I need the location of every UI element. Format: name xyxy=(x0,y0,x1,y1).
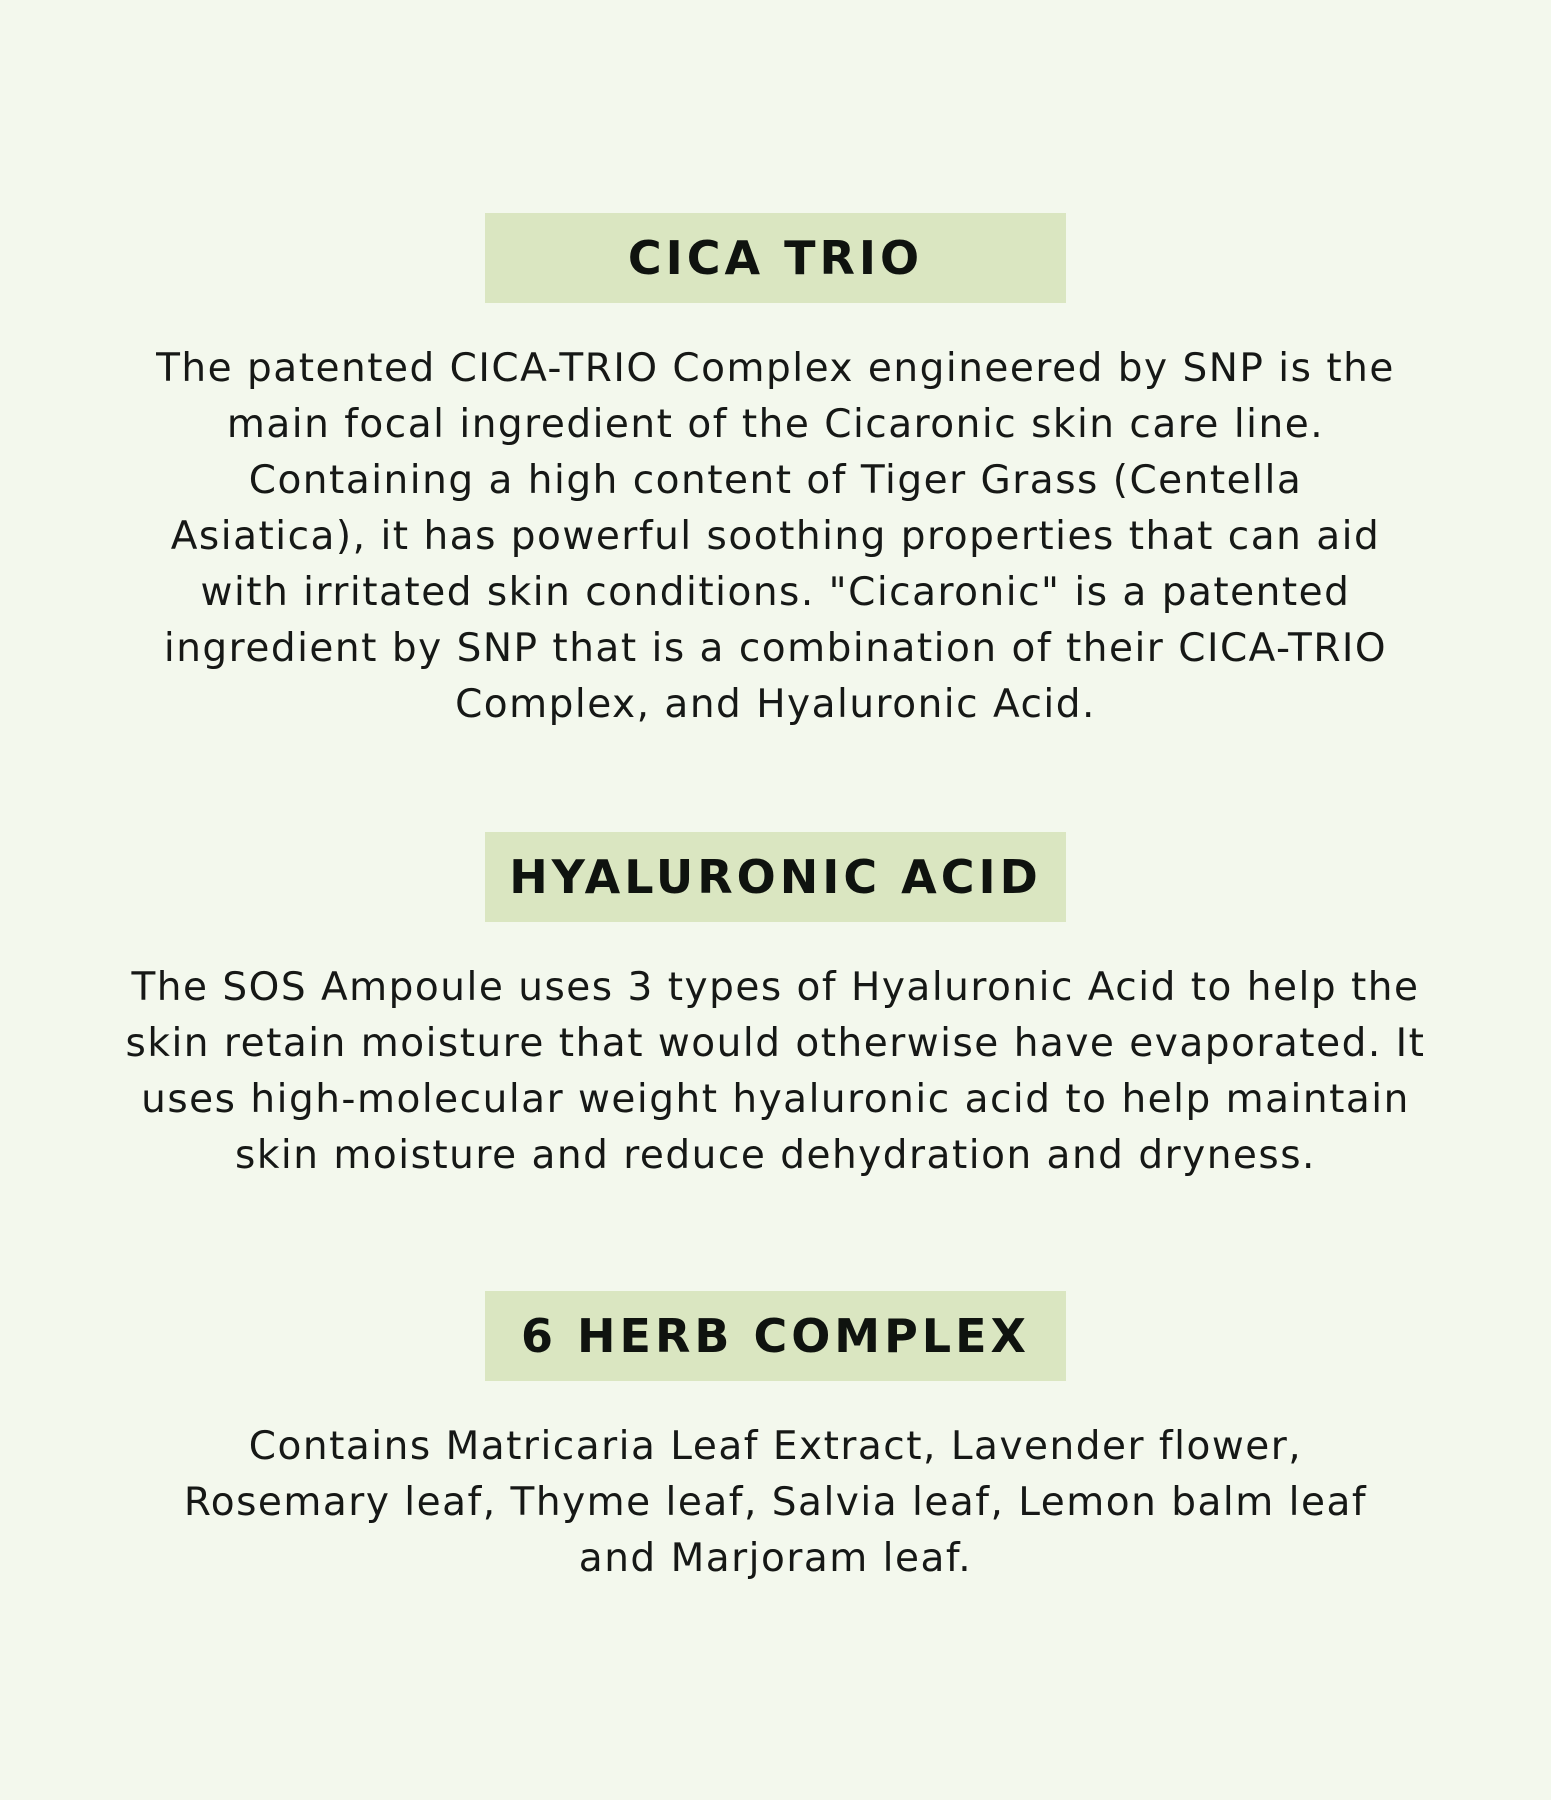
description-line: skin moisture and reduce dehydration and dryness. xyxy=(235,1133,1316,1178)
description-6-herb-complex xyxy=(184,1419,1367,1587)
heading-box-hyaluronic-acid xyxy=(485,832,1066,922)
heading-box-cica-trio xyxy=(485,213,1066,303)
description-hyaluronic-acid xyxy=(126,960,1426,1184)
section-6-herb-complex xyxy=(0,1291,1551,1587)
description-line: with irritated skin conditions. "Cicaronic" is a patented xyxy=(200,570,1351,615)
description-line: skin retain moisture that would otherwise have evaporated. It xyxy=(125,1021,1426,1066)
section-cica-trio xyxy=(0,213,1551,733)
description-line: main focal ingredient of the Cicaronic skin care line. xyxy=(226,402,1325,447)
description-line: The patented CICA-TRIO Complex engineered by SNP is the xyxy=(156,346,1395,391)
description-line: Complex, and Hyaluronic Acid. xyxy=(455,682,1096,727)
heading-cica-trio: CICA TRIO xyxy=(627,231,924,285)
description-line: The SOS Ampoule uses 3 types of Hyaluronic Acid to help the xyxy=(131,965,1420,1010)
description-line: and Marjoram leaf. xyxy=(578,1536,973,1581)
description-line: Contains Matricaria Leaf Extract, Lavender flower, xyxy=(248,1424,1303,1469)
description-line: uses high-molecular weight hyaluronic acid to help maintain xyxy=(141,1077,1410,1122)
section-hyaluronic-acid xyxy=(0,832,1551,1184)
description-line: Containing a high content of Tiger Grass (Centella xyxy=(248,458,1303,503)
heading-6-herb-complex: 6 HERB COMPLEX xyxy=(521,1309,1030,1363)
heading-hyaluronic-acid: HYALURONIC ACID xyxy=(509,850,1042,904)
description-line: ingredient by SNP that is a combination of their CICA-TRIO xyxy=(163,626,1388,671)
heading-box-6-herb-complex xyxy=(485,1291,1066,1381)
description-line: Asiatica), it has powerful soothing properties that can aid xyxy=(170,514,1381,559)
description-line: Rosemary leaf, Thyme leaf, Salvia leaf, Lemon balm leaf xyxy=(183,1480,1368,1525)
description-cica-trio xyxy=(156,341,1395,733)
